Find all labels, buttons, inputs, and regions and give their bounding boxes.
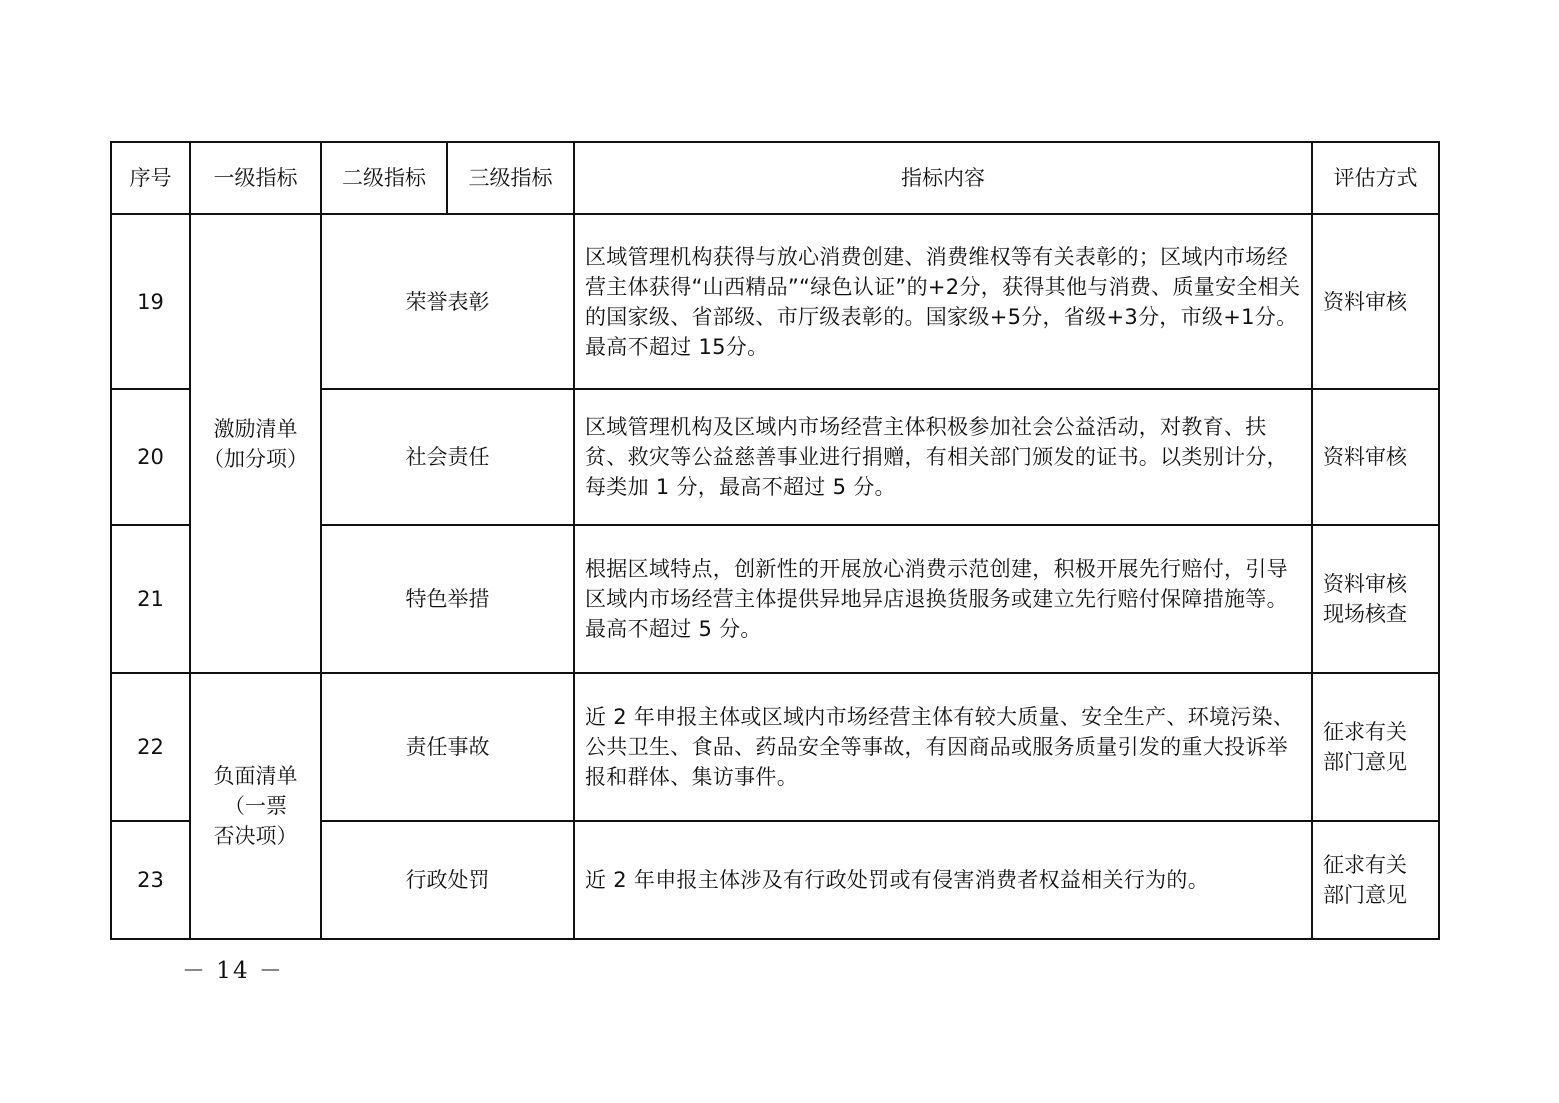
row-number: 20	[111, 389, 190, 525]
row-number: 22	[111, 673, 190, 821]
level1-negative-list: 负面清单 （一票 否决项）	[190, 673, 321, 939]
assessment-method: 征求有关 部门意见	[1312, 821, 1439, 939]
header-level1: 一级指标	[190, 142, 321, 214]
level2-label: 责任事故	[321, 673, 574, 821]
header-content: 指标内容	[574, 142, 1312, 214]
header-level2: 二级指标	[321, 142, 447, 214]
assessment-method: 征求有关 部门意见	[1312, 673, 1439, 821]
assessment-method: 资料审核	[1312, 389, 1439, 525]
indicator-content: 近 2 年申报主体涉及有行政处罚或有侵害消费者权益相关行为的。	[574, 821, 1312, 939]
table-row	[111, 673, 1439, 821]
level2-label: 荣誉表彰	[321, 214, 574, 389]
assessment-method: 资料审核 现场核查	[1312, 525, 1439, 673]
indicator-table	[110, 141, 1440, 940]
indicator-content: 区域管理机构及区域内市场经营主体积极参加社会公益活动，对教育、扶贫、救灾等公益慈善事业进行捐赠，有相关部门颁发的证书。以类别计分，每类加 1 分，最高不超过 5 分。	[574, 389, 1312, 525]
indicator-content: 近 2 年申报主体或区域内市场经营主体有较大质量、安全生产、环境污染、公共卫生、食品、药品安全等事故，有因商品或服务质量引发的重大投诉举报和群体、集访事件。	[574, 673, 1312, 821]
level2-label: 行政处罚	[321, 821, 574, 939]
level1-incentive-list: 激励清单 （加分项）	[190, 214, 321, 673]
row-number: 21	[111, 525, 190, 673]
indicator-content: 区域管理机构获得与放心消费创建、消费维权等有关表彰的；区域内市场经营主体获得“山西精品”“绿色认证”的+2分，获得其他与消费、质量安全相关的国家级、省部级、市厅级表彰的。国家级+5分，省级+3分，市级+1分。最高不超过 15分。	[574, 214, 1312, 389]
header-serial: 序号	[111, 142, 190, 214]
indicator-content: 根据区域特点，创新性的开展放心消费示范创建，积极开展先行赔付，引导区域内市场经营主体提供异地异店退换货服务或建立先行赔付保障措施等。最高不超过 5 分。	[574, 525, 1312, 673]
header-level3: 三级指标	[447, 142, 574, 214]
row-number: 19	[111, 214, 190, 389]
level2-label: 特色举措	[321, 525, 574, 673]
row-number: 23	[111, 821, 190, 939]
header-method: 评估方式	[1312, 142, 1439, 214]
assessment-method: 资料审核	[1312, 214, 1439, 389]
table-row	[111, 214, 1439, 389]
level2-label: 社会责任	[321, 389, 574, 525]
header-row	[111, 142, 1439, 214]
page-number: － 14 －	[182, 958, 284, 984]
